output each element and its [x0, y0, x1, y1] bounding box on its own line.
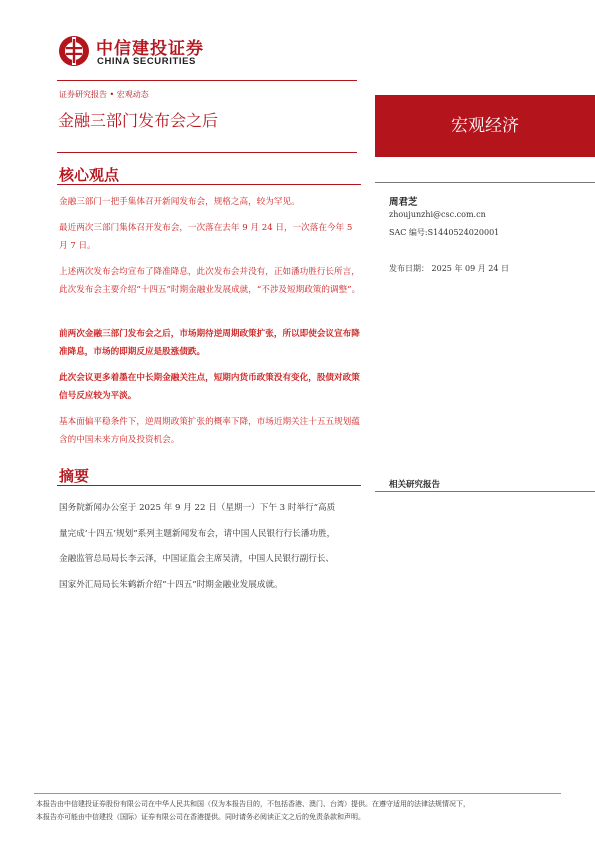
related-divider — [375, 491, 595, 492]
disclaimer-line-1: 本报告由中信建投证券股份有限公司在中华人民共和国（仅为本报告目的，不包括香港、澳门、台湾）提供。在遵守适用的法律法规情况下， — [36, 800, 470, 808]
core-view-paragraph: 此次会议更多着墨在中长期金融关注点，短期内货币政策没有变化，股债对政策信号反应较为平淡。 — [59, 373, 360, 401]
report-title: 金融三部门发布会之后 — [58, 111, 219, 130]
core-views-divider — [57, 184, 361, 185]
category-label: 宏观经济 — [451, 116, 519, 136]
breadcrumb: 证券研究报告 • 宏观动态 — [59, 90, 149, 99]
disclaimer-line-2: 本报告亦可能由中信建投（国际）证券有限公司在香港提供。同时请务必阅读正文之后的免责条款和声明。 — [36, 813, 365, 821]
brand-name-cn: 中信建投证券 — [96, 39, 204, 59]
core-views-heading: 核心观点 — [59, 166, 120, 184]
author-email[interactable]: zhoujunzhi@csc.com.cn — [389, 210, 486, 219]
sidebar-divider — [375, 182, 595, 183]
header-divider — [57, 80, 357, 81]
core-view-paragraph: 基本面偏平稳条件下，逆周期政策扩张的概率下降，市场近期关注十五五规划蕴含的中国未来方向及投资机会。 — [59, 417, 360, 445]
related-reports-heading: 相关研究报告 — [389, 480, 441, 490]
abstract-divider — [57, 485, 361, 486]
title-divider — [57, 152, 357, 153]
footer-divider — [34, 793, 561, 794]
publish-date: 发布日期： 2025 年 09 月 24 日 — [389, 264, 509, 273]
core-view-paragraph: 前两次金融三部门发布会之后，市场期待逆周期政策扩张，所以即使会议宣布降准降息，市场的即期反应是股涨债跌。 — [59, 329, 360, 357]
author-name: 周君芝 — [389, 197, 418, 208]
core-view-paragraph: 最近两次三部门集体召开发布会，一次落在去年 9 月 24 日，一次落在今年 5 月 7 日。 — [59, 223, 353, 251]
company-logo-icon — [58, 35, 90, 67]
sac-number: SAC 编号:S1440524020001 — [389, 228, 500, 237]
abstract-text: 国务院新闻办公室于 2025 年 9 月 22 日（星期一）下午 3 时举行“高质量完成‘十四五’规划”系列主题新闻发布会，请中国人民银行行长潘功胜，金融监管总局局长李云泽，中国证监会主席吴清，中国人民银行副行长、国家外汇局局长朱鹤新介绍“十四五”时期金融业发展成就。 — [59, 503, 336, 590]
brand-name-en: CHINA SECURITIES — [97, 56, 196, 67]
core-view-paragraph: 金融三部门一把手集体召开新闻发布会，规格之高，较为罕见。 — [59, 197, 300, 207]
core-view-paragraph: 上述两次发布会均宣布了降准降息，此次发布会并没有，正如潘功胜行长所言，此次发布会主要介绍“十四五”时期金融业发展成就，“不涉及短期政策的调整”。 — [59, 267, 361, 295]
abstract-heading: 摘要 — [59, 467, 90, 485]
